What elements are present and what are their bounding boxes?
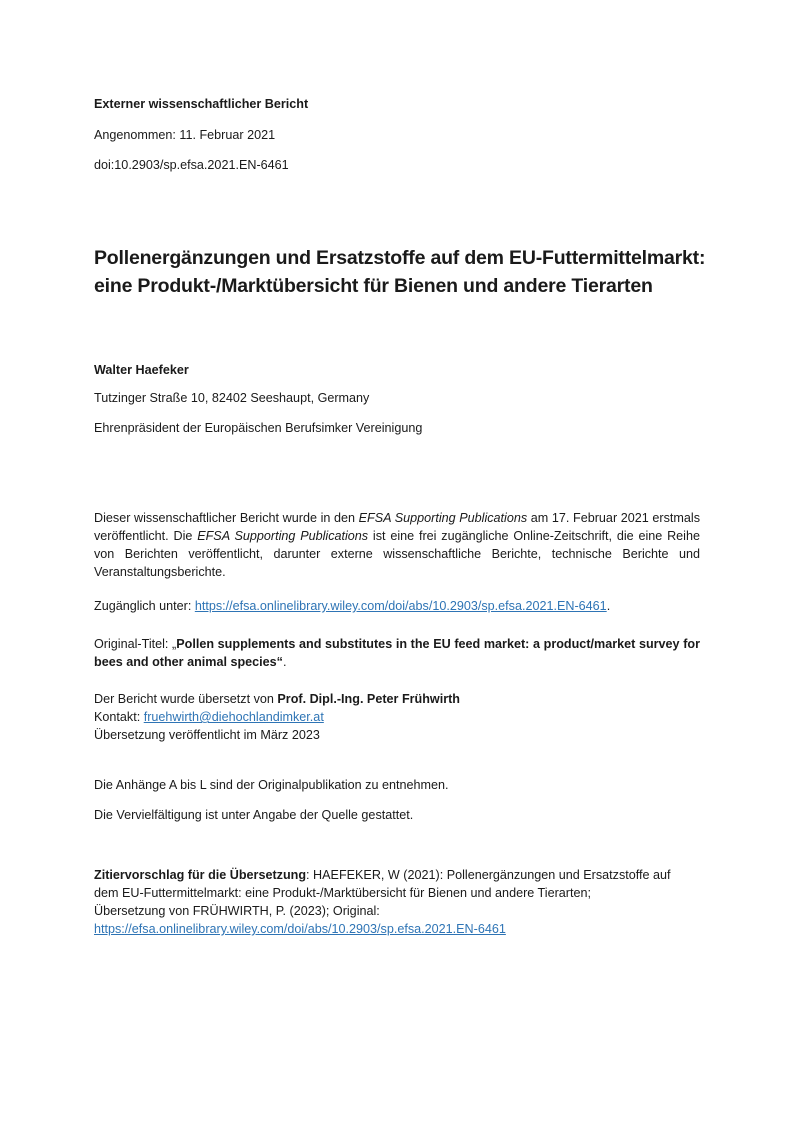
- contact-email-link[interactable]: fruehwirth@diehochlandimker.at: [143, 710, 324, 724]
- citation-link[interactable]: https://efsa.onlinelibrary.wiley.com/doi/abs/10.2903/sp.efsa.2021.EN-6461: [94, 922, 506, 936]
- text: ist eine frei zugängliche Online-Zeitschrift, die eine Reihe von Berichten veröffentlicht, darunter externe wissenschaftliche Berichte, technische Berichte und Veranstaltungsberichte.: [94, 529, 700, 579]
- text: .: [282, 655, 287, 669]
- doi: doi:10.2903/sp.efsa.2021.EN-6461: [94, 158, 289, 172]
- citation-line-3: Übersetzung von FRÜHWIRTH, P. (2023); Original:: [94, 904, 380, 918]
- accepted-date: Angenommen: 11. Februar 2021: [94, 128, 276, 142]
- contact-label: Kontakt:: [94, 710, 144, 724]
- original-label: Original-Titel: „: [94, 637, 177, 651]
- citation-line-1: [94, 866, 671, 884]
- access-line: [94, 597, 610, 615]
- author-address: Tutzinger Straße 10, 82402 Seeshaupt, Germany: [94, 391, 370, 405]
- journal-name: EFSA Supporting Publications: [358, 511, 528, 525]
- text: am 17. Februar 2021 erstmals veröffentlicht. Die: [94, 511, 700, 543]
- text: .: [606, 599, 611, 613]
- author-affiliation: Ehrenpräsident der Europäischen Berufsimker Vereinigung: [94, 421, 423, 435]
- journal-name: EFSA Supporting Publications: [197, 529, 369, 543]
- citation-block: [94, 866, 671, 938]
- text: : HAEFEKER, W (2021): Pollenergänzungen und Ersatzstoffe auf: [306, 868, 671, 882]
- appendices-note: Die Anhänge A bis L sind der Originalpublikation zu entnehmen.: [94, 778, 449, 792]
- citation-label: Zitiervorschlag für die Übersetzung: [94, 868, 307, 882]
- author-name: Walter Haefeker: [94, 363, 189, 377]
- translator-line: [94, 690, 460, 708]
- title-line-2: eine Produkt-/Marktübersicht für Bienen und andere Tierarten: [94, 275, 653, 297]
- reproduction-note: Die Vervielfältigung ist unter Angabe der Quelle gestattet.: [94, 808, 414, 822]
- contact-line: [94, 708, 324, 726]
- citation-line-2: dem EU-Futtermittelmarkt: eine Produkt-/Marktübersicht für Bienen und andere Tierarten;: [94, 886, 591, 900]
- original-title-text: Pollen supplements and substitutes in the EU feed market: a product/market survey for bees and other animal species“: [94, 637, 700, 669]
- title-line-1: Pollenergänzungen und Ersatzstoffe auf dem EU-Futtermittelmarkt:: [94, 247, 706, 269]
- translation-published: Übersetzung veröffentlicht im März 2023: [94, 728, 320, 742]
- page-title: [94, 244, 705, 300]
- translator-name: Prof. Dipl.-Ing. Peter Frühwirth: [277, 692, 460, 706]
- access-link[interactable]: https://efsa.onlinelibrary.wiley.com/doi/abs/10.2903/sp.efsa.2021.EN-6461: [194, 599, 607, 613]
- original-title: [94, 635, 700, 671]
- report-type: Externer wissenschaftlicher Bericht: [94, 97, 309, 111]
- translator-label: Der Bericht wurde übersetzt von: [94, 692, 278, 706]
- publication-paragraph: [94, 509, 700, 581]
- access-label: Zugänglich unter:: [94, 599, 195, 613]
- text: Dieser wissenschaftlicher Bericht wurde in den: [94, 511, 359, 525]
